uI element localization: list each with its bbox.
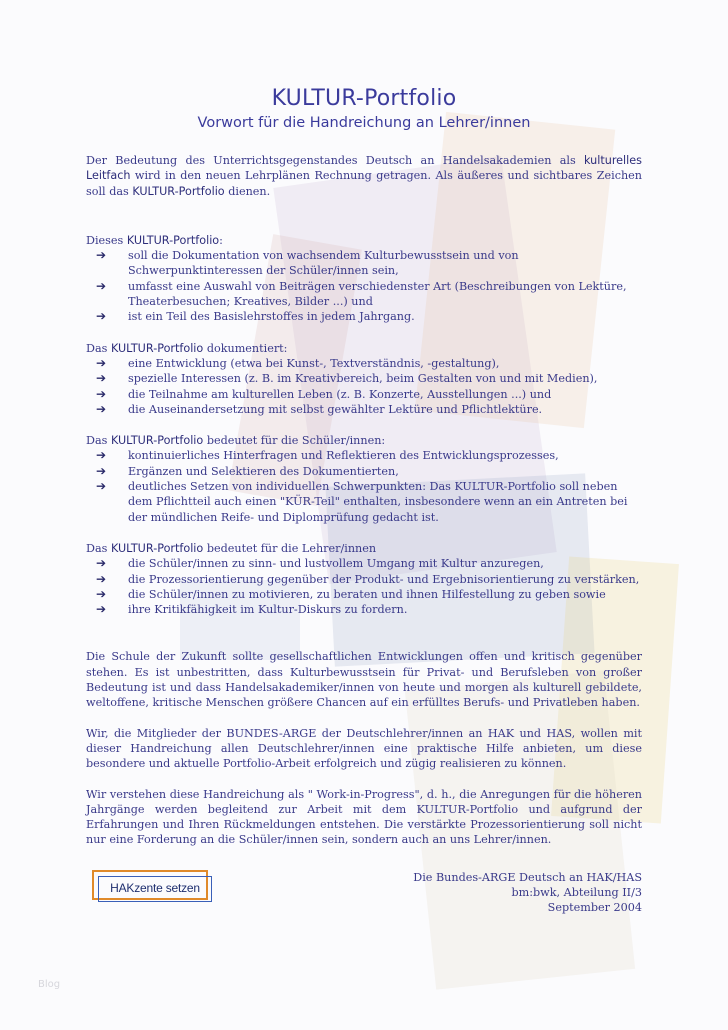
list-item: [86, 479, 642, 525]
list-item: [86, 309, 642, 324]
document-content: [86, 86, 642, 930]
closing-paragraph: Die Schule der Zukunft sollte gesellschaftlichen Entwicklungen offen und kritisch gegenüber stehen. Es ist unbestritten, dass Kulturbewusstsein für Privat- und Berufsleben von großer Bedeutung ist und dass Handelsakademiker/innen von heute und morgen als kulturell gebildete, weltoffene, kritische Menschen größere Chancen auf ein erfülltes Berufs- und Privatleben haben.: [86, 650, 642, 710]
arrow-icon: ➔: [96, 355, 107, 370]
section-heading-prefix: Das: [86, 541, 111, 555]
intro-paragraph: [86, 153, 642, 199]
section-heading: [86, 541, 642, 556]
section-lehrer: [86, 541, 642, 617]
closing-paragraph: Wir verstehen diese Handreichung als " Work-in-Progress", d. h., die Anregungen für die höheren Jahrgänge werden begleitend zur Arbeit mit dem KULTUR-Portfolio und aufgrund der Erfahrungen und Ihren Rückmeldungen entstehen. Die verstärkte Prozessorientierung soll nicht nur eine Forderung an die Schüler/innen sein, sondern auch an uns Lehrer/innen.: [86, 787, 642, 847]
section-heading-highlight: KULTUR-Portfolio: [110, 341, 204, 355]
section-heading-prefix: Das: [86, 341, 111, 355]
page-title: KULTUR-Portfolio: [271, 86, 457, 111]
list-item-text: spezielle Interessen (z. B. im Kreativbereich, beim Gestalten von und mit Medien),: [128, 372, 598, 386]
document-footer: [86, 870, 642, 930]
signature-line: Die Bundes-ARGE Deutsch an HAK/HAS: [413, 870, 642, 884]
list-item: [86, 602, 642, 617]
list-item-text: die Schüler/innen zu sinn- und lustvollem Umgang mit Kultur anzuregen,: [128, 557, 544, 571]
bullet-list: [86, 448, 642, 524]
section-dokumentiert: [86, 341, 642, 417]
section-heading-suffix: bedeutet für die Schüler/innen:: [203, 434, 386, 448]
intro-text: dienen.: [224, 184, 271, 198]
arrow-icon: ➔: [96, 248, 107, 263]
list-item: [86, 371, 642, 386]
arrow-icon: ➔: [96, 571, 107, 586]
intro-text: wird in den neuen Lehrplänen Rechnung getragen. Als äußeres und sichtbares Zeichen soll das: [86, 169, 642, 198]
intro-highlight: KULTUR-Portfolio: [132, 184, 225, 198]
section-heading-prefix: Dieses: [86, 233, 127, 247]
section-heading: [86, 433, 642, 448]
arrow-icon: ➔: [96, 479, 107, 494]
page-subtitle: Vorwort für die Handreichung an Lehrer/innen: [197, 115, 531, 131]
section-heading-highlight: KULTUR-Portfolio: [110, 541, 204, 555]
list-item: [86, 356, 642, 371]
list-item: [86, 556, 642, 571]
list-item-text: deutliches Setzen von individuellen Schwerpunkten: Das KULTUR-Portfolio soll neben dem Pflichtteil auch einen "KÜR-Teil" enthalten, insbesondere wenn an ein Antreten bei der mündlichen Reife- und Diplomprüfung gedacht ist.: [128, 480, 628, 524]
list-item-text: die Teilnahme am kulturellen Leben (z. B. Konzerte, Ausstellungen ...) und: [128, 387, 552, 401]
intro-highlight: kulturelles Leitfach: [86, 154, 642, 183]
bullet-list: [86, 248, 642, 324]
list-item-text: ihre Kritikfähigkeit im Kultur-Diskurs zu fordern.: [128, 603, 408, 617]
hakzente-logo-text: HAKzente setzen: [98, 876, 212, 902]
arrow-icon: ➔: [96, 586, 107, 601]
list-item-text: umfasst eine Auswahl von Beiträgen verschiedenster Art (Beschreibungen von Lektüre, Theaterbesuchen; Kreatives, Bilder ...) und: [128, 279, 627, 309]
intro-text: Der Bedeutung des Unterrichtsgegenstandes Deutsch an Handelsakademien als: [86, 154, 585, 167]
section-heading-highlight: KULTUR-Portfolio: [110, 434, 204, 448]
arrow-icon: ➔: [96, 371, 107, 386]
arrow-icon: ➔: [96, 278, 107, 293]
list-item-text: die Prozessorientierung gegenüber der Produkt- und Ergebnisorientierung zu verstärken,: [128, 572, 640, 586]
arrow-icon: ➔: [96, 386, 107, 401]
arrow-icon: ➔: [96, 602, 107, 617]
section-heading-highlight: KULTUR-Portfolio: [126, 233, 220, 247]
list-item: [86, 448, 642, 463]
list-item: [86, 248, 642, 279]
list-item: [86, 572, 642, 587]
arrow-icon: ➔: [96, 448, 107, 463]
arrow-icon: ➔: [96, 463, 107, 478]
list-item-text: ist ein Teil des Basislehrstoffes in jedem Jahrgang.: [128, 310, 415, 324]
list-item-text: die Auseinandersetzung mit selbst gewählter Lektüre und Pflichtlektüre.: [128, 402, 543, 416]
list-item-text: die Schüler/innen zu motivieren, zu beraten und ihnen Hilfestellung zu geben sowie: [128, 587, 606, 601]
watermark: Blog: [38, 979, 61, 990]
section-heading-prefix: Das: [86, 434, 111, 448]
section-schueler: [86, 433, 642, 525]
signature-line: September 2004: [547, 901, 642, 915]
list-item: [86, 387, 642, 402]
hakzente-logo: [92, 870, 208, 900]
signature-block: [413, 870, 642, 916]
bullet-list: [86, 356, 642, 417]
arrow-icon: ➔: [96, 309, 107, 324]
section-heading: [86, 341, 642, 356]
list-item-text: Ergänzen und Selektieren des Dokumentierten,: [128, 464, 399, 478]
list-item-text: kontinuierliches Hinterfragen und Reflektieren des Entwicklungsprozesses,: [128, 449, 559, 463]
section-heading: [86, 233, 642, 248]
arrow-icon: ➔: [96, 556, 107, 571]
section-heading-suffix: bedeutet für die Lehrer/innen: [203, 541, 377, 555]
bullet-list: [86, 556, 642, 617]
closing-paragraph: Wir, die Mitglieder der BUNDES-ARGE der Deutschlehrer/innen an HAK und HAS, wollen mit dieser Handreichung allen Deutschlehrer/innen eine praktische Hilfe anbieten, um diese besondere und aktuelle Portfolio-Arbeit erfolgreich und zügig realisieren zu können.: [86, 726, 642, 771]
section-dieses: [86, 233, 642, 325]
list-item: [86, 402, 642, 417]
section-heading-suffix: dokumentiert:: [203, 341, 288, 355]
list-item: [86, 464, 642, 479]
list-item-text: soll die Dokumentation von wachsendem Kulturbewusstsein und von Schwerpunktinteressen der Schüler/innen sein,: [128, 249, 519, 278]
list-item: [86, 279, 642, 310]
list-item: [86, 587, 642, 602]
arrow-icon: ➔: [96, 401, 107, 416]
list-item-text: eine Entwicklung (etwa bei Kunst-, Textverständnis, -gestaltung),: [128, 356, 500, 370]
signature-line: bm:bwk, Abteilung II/3: [511, 885, 642, 899]
section-heading-suffix: :: [219, 233, 223, 247]
